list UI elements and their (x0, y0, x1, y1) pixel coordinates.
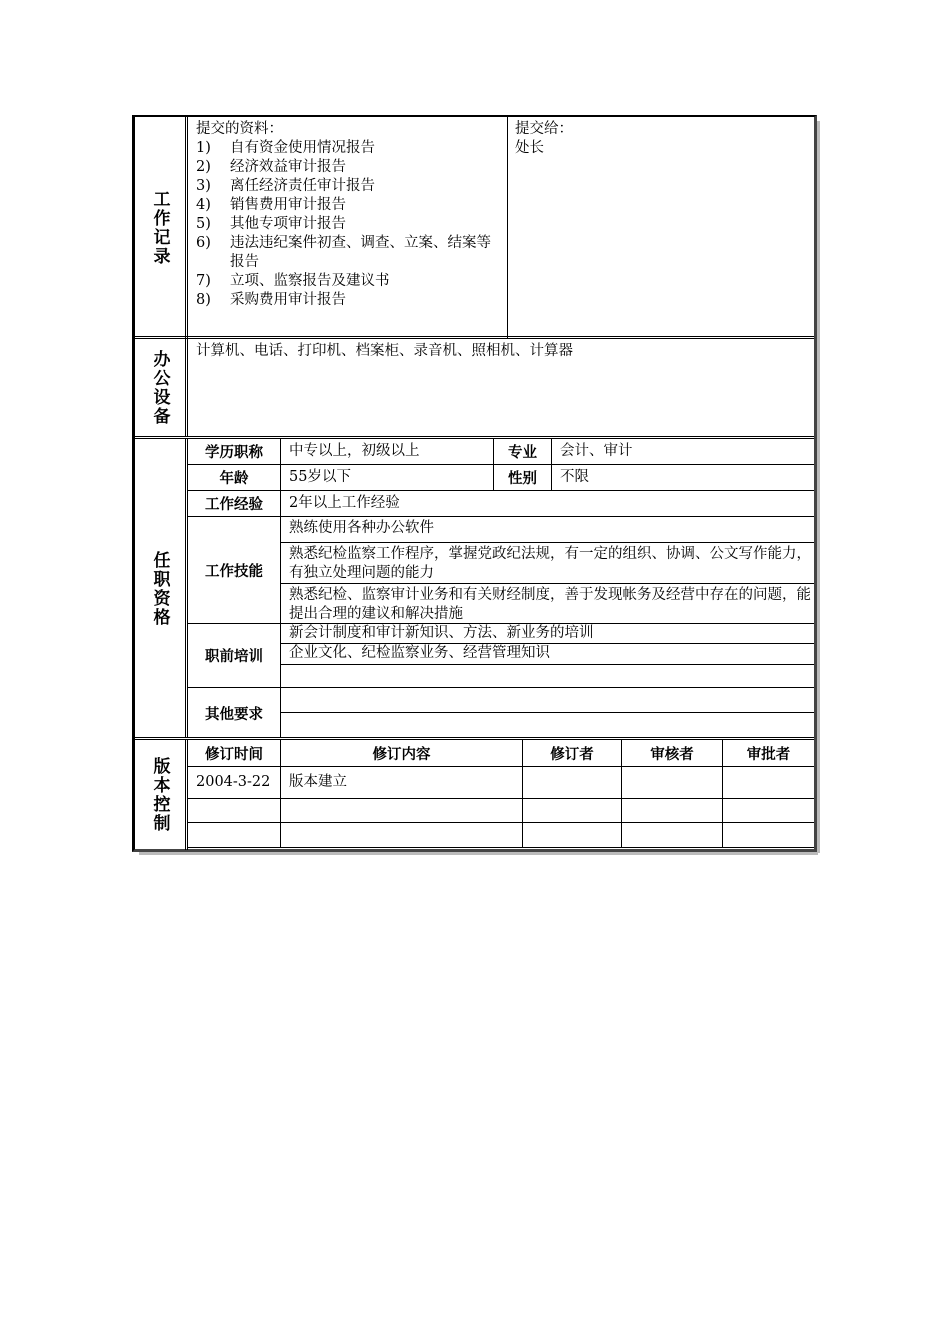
list-item-number: 8) (196, 292, 211, 308)
submitted-list-item (196, 139, 506, 158)
age-value: 55岁以下 (280, 465, 493, 491)
version-table-cell (621, 823, 722, 848)
list-item-text: 离任经济责任审计报告 (230, 178, 375, 194)
other-requirement-item (280, 713, 814, 738)
submitted-list-item (196, 234, 506, 272)
list-item-text: 立项、监察报告及建议书 (230, 273, 390, 289)
skills-label: 工作技能 (188, 517, 280, 624)
skill-item: 熟练使用各种办公软件 (280, 517, 814, 543)
submitted-list-item (196, 196, 506, 215)
version-table-cell (722, 767, 814, 799)
version-table-cell (280, 799, 522, 823)
experience-value: 2年以上工作经验 (280, 491, 814, 517)
major-value: 会计、审计 (551, 439, 814, 465)
version-table-cell: 版本建立 (280, 767, 522, 799)
office-equipment-value: 计算机、电话、打印机、档案柜、录音机、照相机、计算器 (196, 343, 573, 359)
list-item-number: 6) (196, 235, 211, 251)
education-value: 中专以上，初级以上 (280, 439, 493, 465)
version-table-cell (280, 823, 522, 848)
gender-label: 性别 (493, 465, 551, 491)
version-header-cell: 审核者 (621, 740, 722, 767)
training-item: 新会计制度和审计新知识、方法、新业务的培训 (280, 624, 814, 644)
list-item-text: 违法违纪案件初查、调查、立案、结案等报告 (230, 235, 491, 270)
work-record-side-label: 工作记录 (135, 117, 188, 338)
list-item-text: 经济效益审计报告 (230, 159, 346, 175)
submitted-list-item (196, 215, 506, 234)
office-equipment-side-label: 办公设备 (135, 339, 188, 437)
submitted-list-item (196, 177, 506, 196)
version-header-cell: 审批者 (722, 740, 814, 767)
list-item-number: 4) (196, 197, 211, 213)
column-divider (507, 117, 508, 338)
submitted-list-item (196, 291, 506, 310)
submitted-list (196, 139, 506, 310)
list-item-number: 2) (196, 159, 211, 175)
other-requirements-label: 其他要求 (205, 706, 263, 723)
submit-to-header: 提交给： (515, 121, 573, 137)
list-item-text: 自有资金使用情况报告 (230, 140, 375, 156)
education-label: 学历职称 (188, 439, 280, 465)
version-table-cell: 2004-3-22 (188, 767, 280, 799)
submit-to (515, 120, 805, 158)
version-table-cell (522, 767, 621, 799)
version-table-cell (621, 767, 722, 799)
version-header-cell: 修订内容 (280, 740, 522, 767)
training-item (280, 665, 814, 688)
submitted-materials (196, 120, 506, 310)
qualifications-side-label: 任职资格 (135, 439, 188, 738)
list-item-number: 7) (196, 273, 211, 289)
training-label: 职前培训 (188, 624, 280, 688)
submitted-list-item (196, 272, 506, 291)
submitted-header: 提交的资料： (196, 121, 283, 137)
age-label: 年龄 (188, 465, 280, 491)
submit-to-value: 处长 (515, 140, 544, 156)
version-table-cell (722, 823, 814, 848)
list-item-text: 其他专项审计报告 (230, 216, 346, 232)
major-label: 专业 (493, 439, 551, 465)
job-description-table (132, 115, 817, 852)
version-header-cell: 修订者 (522, 740, 621, 767)
version-table-cell (621, 799, 722, 823)
version-table-cell (522, 799, 621, 823)
version-header-cell: 修订时间 (188, 740, 280, 767)
list-item-number: 1) (196, 140, 211, 156)
training-item: 企业文化、纪检监察业务、经营管理知识 (280, 644, 814, 665)
other-requirement-item (280, 688, 814, 713)
list-item-text: 采购费用审计报告 (230, 292, 346, 308)
skill-item: 熟悉纪检监察工作程序，掌握党政纪法规，有一定的组织、协调、公文写作能力，有独立处理问题的能力 (280, 543, 814, 584)
list-item-text: 销售费用审计报告 (230, 197, 346, 213)
gender-value: 不限 (551, 465, 814, 491)
list-item-number: 3) (196, 178, 211, 194)
experience-label: 工作经验 (188, 491, 280, 517)
version-table-cell (722, 799, 814, 823)
version-table-cell (188, 823, 280, 848)
section-divider (135, 336, 814, 339)
skill-item: 熟悉纪检、监察审计业务和有关财经制度，善于发现帐务及经营中存在的问题，能提出合理的建议和解决措施 (280, 584, 814, 624)
list-item-number: 5) (196, 216, 211, 232)
version-table-cell (522, 823, 621, 848)
version-control-side-label: 版本控制 (135, 740, 188, 850)
version-table-cell (188, 799, 280, 823)
submitted-list-item (196, 158, 506, 177)
